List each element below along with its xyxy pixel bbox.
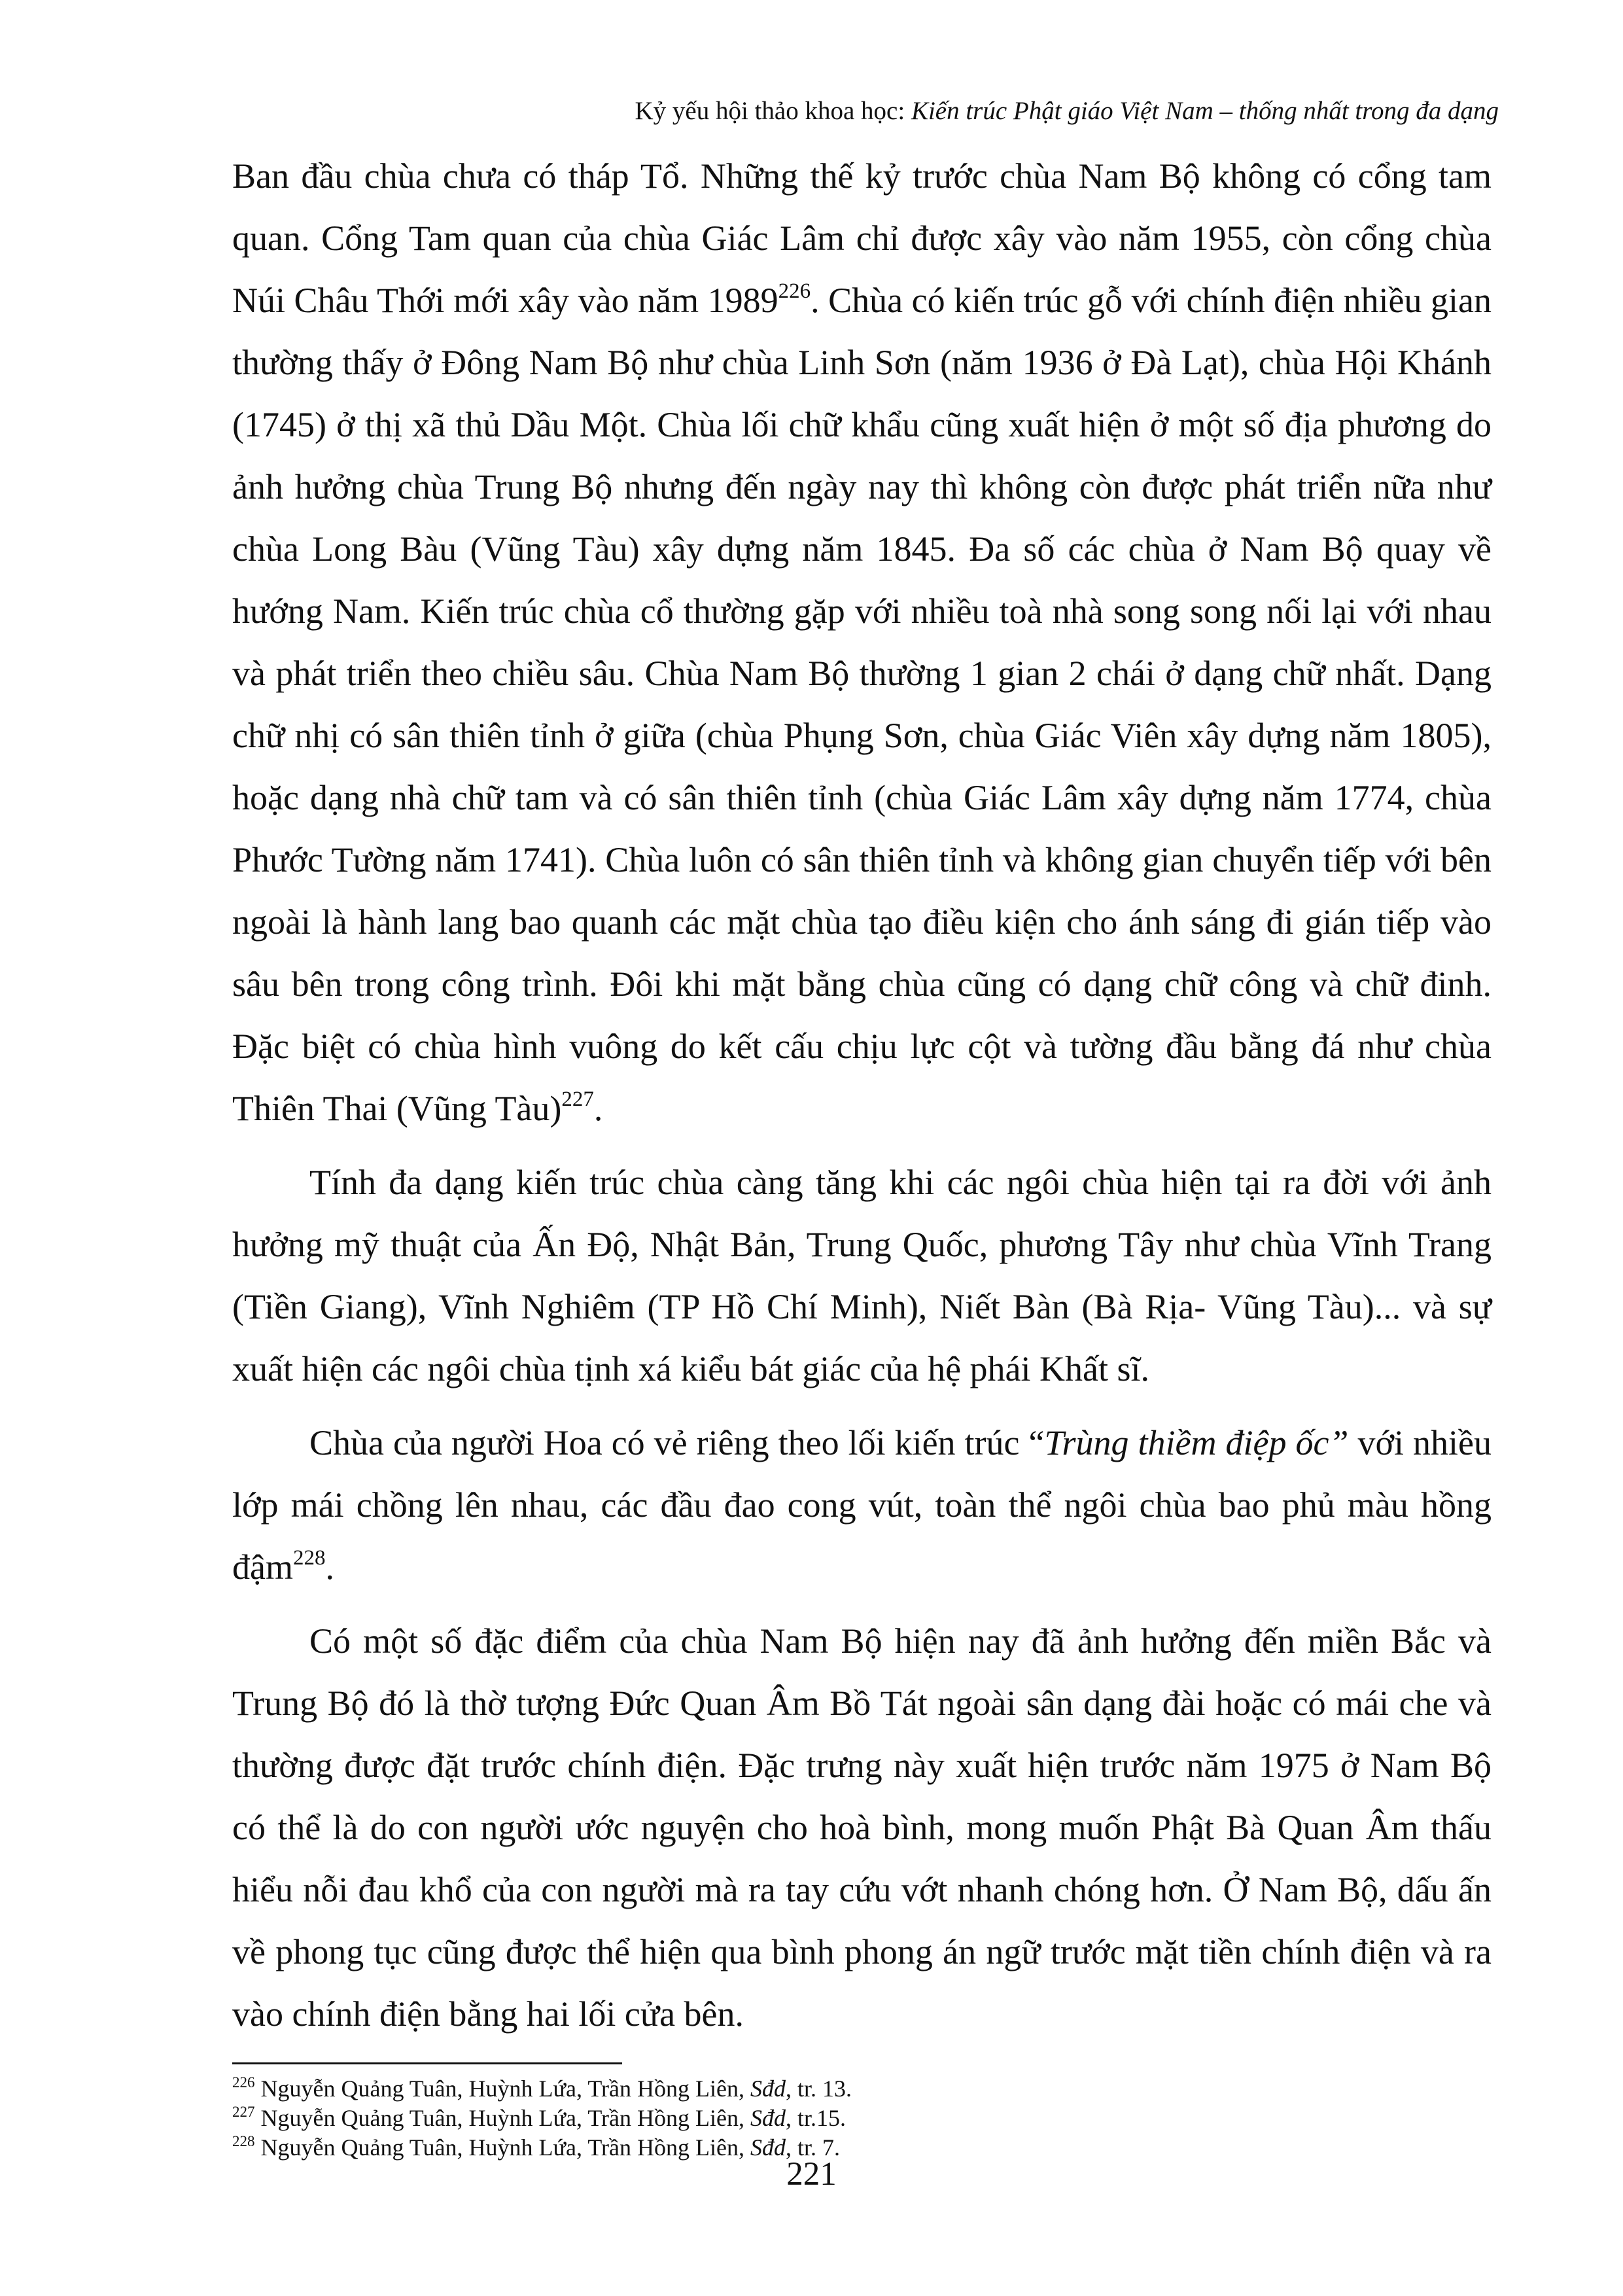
footnote-227 <box>232 2104 1492 2133</box>
paragraph-3 <box>232 1412 1492 1598</box>
footnote-pages: , tr. 7. <box>786 2134 841 2161</box>
footnote-number: 228 <box>232 2133 255 2149</box>
paragraph-1-text-a: Ban đầu chùa chưa có tháp Tổ. Những thế kỷ trước chùa Nam Bộ không có cổng tam quan. Cổng Tam quan của chùa Giác Lâm chỉ được xây vào năm 1955, còn cổng chùa Núi Châu Thới mới xây vào năm 1989 <box>232 156 1492 320</box>
footnote-authors: Nguyễn Quảng Tuân, Huỳnh Lứa, Trần Hồng Liên, <box>254 2105 750 2131</box>
footnote-pages: , tr.15. <box>786 2105 846 2131</box>
footnote-226 <box>232 2074 1492 2104</box>
running-header-title: Kiến trúc Phật giáo Việt Nam – thống nhất trong đa dạng <box>911 97 1499 125</box>
footnote-source: Sđd <box>750 2134 786 2161</box>
footnote-ref-227[interactable]: 227 <box>561 1087 594 1111</box>
footnote-ref-228[interactable]: 228 <box>292 1546 326 1570</box>
page-number: 221 <box>786 2156 837 2193</box>
footnote-authors: Nguyễn Quảng Tuân, Huỳnh Lứa, Trần Hồng Liên, <box>254 2134 750 2161</box>
footnote-ref-226[interactable]: 226 <box>778 279 811 303</box>
paragraph-1-text-c: . <box>593 1089 603 1128</box>
body-text <box>232 145 1492 2045</box>
footnote-authors: Nguyễn Quảng Tuân, Huỳnh Lứa, Trần Hồng Liên, <box>254 2075 750 2102</box>
running-header <box>635 98 1499 124</box>
footnote-divider <box>232 2062 622 2064</box>
footnotes <box>232 2074 1492 2163</box>
paragraph-3-text-c: . <box>325 1547 334 1587</box>
footnote-pages: , tr. 13. <box>786 2075 852 2102</box>
footnote-source: Sđd <box>750 2105 786 2131</box>
paragraph-2: Tính đa dạng kiến trúc chùa càng tăng khi các ngôi chùa hiện tại ra đời với ảnh hưởng mỹ thuật của Ấn Độ, Nhật Bản, Trung Quốc, phương Tây như chùa Vĩnh Trang (Tiền Giang), Vĩnh Nghiêm (TP Hồ Chí Minh), Niết Bàn (Bà Rịa- Vũng Tàu)... và sự xuất hiện các ngôi chùa tịnh xá kiểu bát giác của hệ phái Khất sĩ. <box>232 1163 1492 1388</box>
paragraph-3-text-a: Chùa của người Hoa có vẻ riêng theo lối kiến trúc “ <box>309 1423 1045 1462</box>
running-header-prefix: Kỷ yếu hội thảo khoa học: <box>635 97 911 125</box>
footnote-number: 226 <box>232 2074 255 2091</box>
paragraph-4: Có một số đặc điểm của chùa Nam Bộ hiện nay đã ảnh hưởng đến miền Bắc và Trung Bộ đó là thờ tượng Đức Quan Âm Bồ Tát ngoài sân dạng đài hoặc có mái che và thường được đặt trước chính điện. Đặc trưng này xuất hiện trước năm 1975 ở Nam Bộ có thể là do con người ước nguyện cho hoà bình, mong muốn Phật Bà Quan Âm thấu hiểu nỗi đau khổ của con người mà ra tay cứu vớt nhanh chóng hơn. Ở Nam Bộ, dấu ấn về phong tục cũng được thể hiện qua bình phong án ngữ trước mặt tiền chính điện và ra vào chính điện bằng hai lối cửa bên. <box>232 1621 1492 2034</box>
footnote-number: 227 <box>232 2104 255 2120</box>
footnote-source: Sđd <box>750 2075 786 2102</box>
paragraph-1-text-b: . Chùa có kiến trúc gỗ với chính điện nhiều gian thường thấy ở Đông Nam Bộ như chùa Linh Sơn (năm 1936 ở Đà Lạt), chùa Hội Khánh (1745) ở thị xã thủ Dầu Một. Chùa lối chữ khẩu cũng xuất hiện ở một số địa phương do ảnh hưởng chùa Trung Bộ nhưng đến ngày nay thì không còn được phát triển nữa như chùa Long Bàu (Vũng Tàu) xây dựng năm 1845. Đa số các chùa ở Nam Bộ quay về hướng Nam. Kiến trúc chùa cổ thường gặp với nhiều toà nhà song song nối lại với nhau và phát triển theo chiều sâu. Chùa Nam Bộ thường 1 gian 2 chái ở dạng chữ nhất. Dạng chữ nhị có sân thiên tỉnh ở giữa (chùa Phụng Sơn, chùa Giác Viên xây dựng năm 1805), hoặc dạng nhà chữ tam và có sân thiên tỉnh (chùa Giác Lâm xây dựng năm 1774, chùa Phước Tường năm 1741). Chùa luôn có sân thiên tỉnh và không gian chuyển tiếp với bên ngoài là hành lang bao quanh các mặt chùa tạo điều kiện cho ánh sáng đi gián tiếp vào sâu bên trong công trình. Đôi khi mặt bằng chùa cũng có dạng chữ công và chữ đinh. Đặc biệt có chùa hình vuông do kết cấu chịu lực cột và tường đầu bằng đá như chùa Thiên Thai (Vũng Tàu) <box>232 281 1492 1128</box>
paragraph-3-text-b: với nhiều lớp mái chồng lên nhau, các đầu đao cong vút, toàn thể ngôi chùa bao phủ màu hồng đậm <box>232 1423 1492 1587</box>
architecture-style-term: Trùng thiềm điệp ốc” <box>1044 1423 1349 1462</box>
paragraph-1 <box>232 145 1492 1140</box>
